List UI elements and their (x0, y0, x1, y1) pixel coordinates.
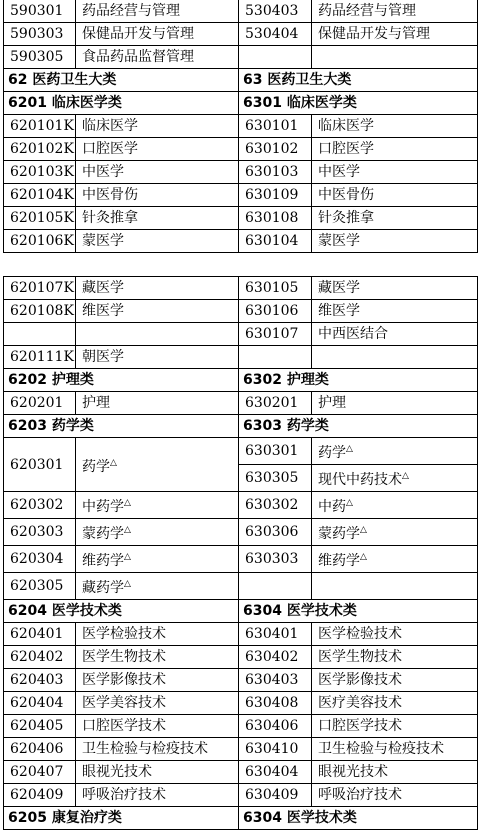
cell-text: 现代中药技术 (318, 472, 402, 488)
cell-text: 630409 (245, 787, 299, 803)
cell-text: 6304 医学技术类 (243, 810, 357, 826)
table-row (4, 46, 478, 69)
table-row (4, 161, 478, 184)
cell-text: 620403 (10, 672, 64, 688)
major-code-cell (239, 0, 312, 23)
table-row (4, 546, 478, 573)
major-code-cell (239, 465, 312, 492)
cell-text: 630306 (245, 524, 299, 540)
category-header-right (239, 369, 478, 392)
table-row (4, 715, 478, 738)
major-name-cell (76, 546, 239, 573)
cell-text: 630302 (245, 497, 299, 513)
cell-text: 口腔医学 (318, 141, 374, 157)
cell-text: 630101 (245, 118, 299, 134)
table-row (4, 277, 478, 300)
cell-text: 藏医学 (318, 280, 360, 296)
category-header-row (4, 92, 478, 115)
major-code-cell (239, 438, 312, 465)
cell-text: 620103K (10, 164, 74, 180)
cell-text: 药品经营与管理 (82, 3, 180, 19)
major-code-cell (239, 715, 312, 738)
major-name-cell (76, 300, 239, 323)
major-code-cell (4, 207, 76, 230)
major-code-cell (4, 23, 76, 46)
cell-text: 590301 (10, 3, 64, 19)
major-code-cell (4, 738, 76, 761)
cell-text: 卫生检验与检疫技术 (82, 741, 208, 757)
major-code-cell (239, 323, 312, 346)
major-name-cell (76, 0, 239, 23)
cell-text: 朝医学 (82, 349, 124, 365)
table-row (4, 184, 478, 207)
major-name-cell (76, 115, 239, 138)
cell-text: 630401 (245, 626, 299, 642)
cell-text: 620402 (10, 649, 64, 665)
cell-text: 中医骨伤 (318, 187, 374, 203)
cell-text: 药学 (82, 458, 110, 475)
triangle-mark: △ (124, 498, 131, 508)
major-name-cell (76, 230, 239, 253)
cell-text: 590305 (10, 49, 64, 65)
major-code-cell (4, 573, 76, 600)
cell-text: 保健品开发与管理 (318, 26, 430, 42)
catalog-table-bottom (3, 276, 478, 830)
cell-text: 食品药品监督管理 (82, 49, 194, 65)
major-code-cell (4, 161, 76, 184)
major-name-cell (76, 715, 239, 738)
table-row (4, 738, 478, 761)
cell-text: 6204 医学技术类 (8, 603, 122, 619)
major-name-cell (312, 784, 478, 807)
cell-text: 中医学 (82, 164, 124, 180)
major-code-cell (4, 784, 76, 807)
major-name-cell (312, 184, 478, 207)
cell-text: 530403 (245, 3, 299, 19)
cell-text: 藏医学 (82, 280, 124, 296)
major-code-cell (4, 0, 76, 23)
major-code-cell (239, 115, 312, 138)
major-name-cell (312, 692, 478, 715)
major-name-cell (76, 692, 239, 715)
major-name-cell (312, 646, 478, 669)
major-code-cell (239, 23, 312, 46)
cell-text: 620101K (10, 118, 74, 134)
major-name-cell (312, 392, 478, 415)
major-name-cell (76, 492, 239, 519)
cell-text: 620302 (10, 497, 64, 513)
cell-text: 药品经营与管理 (318, 3, 416, 19)
cell-text: 6203 药学类 (8, 418, 94, 434)
major-name-cell (76, 519, 239, 546)
category-header-row (4, 69, 478, 92)
major-code-cell (239, 492, 312, 519)
major-name-cell (76, 323, 239, 346)
cell-text: 630303 (245, 551, 299, 567)
table-row (4, 207, 478, 230)
major-name-cell (312, 738, 478, 761)
major-name-cell (76, 184, 239, 207)
cell-text: 620104K (10, 187, 74, 203)
cell-text: 中药学 (82, 499, 124, 515)
major-code-cell (239, 519, 312, 546)
major-code-cell (239, 738, 312, 761)
major-name-cell (312, 623, 478, 646)
cell-text: 医学生物技术 (82, 649, 166, 665)
cell-text: 620108K (10, 303, 74, 319)
major-code-cell (4, 646, 76, 669)
major-name-cell (76, 277, 239, 300)
major-code-cell (4, 184, 76, 207)
major-name-cell (312, 46, 478, 69)
cell-text: 630107 (245, 326, 299, 342)
category-header-right (239, 92, 478, 115)
category-header-right (239, 807, 478, 830)
major-code-cell (4, 761, 76, 784)
major-code-cell (4, 115, 76, 138)
cell-text: 维药学 (82, 553, 124, 569)
table-row (4, 230, 478, 253)
cell-text: 630404 (245, 764, 299, 780)
table-row (4, 438, 478, 465)
major-code-cell (4, 492, 76, 519)
cell-text: 530404 (245, 26, 299, 42)
table-row (4, 669, 478, 692)
triangle-mark: △ (360, 552, 367, 562)
catalog-table-top (3, 0, 478, 253)
cell-text: 630108 (245, 210, 299, 226)
major-code-cell (239, 646, 312, 669)
cell-text: 630103 (245, 164, 299, 180)
major-name-cell (312, 492, 478, 519)
cell-text: 口腔医学技术 (82, 718, 166, 734)
major-name-cell (312, 277, 478, 300)
triangle-mark: △ (402, 471, 409, 481)
cell-text: 护理 (318, 395, 346, 411)
category-header-left (4, 807, 239, 830)
cell-text: 呼吸治疗技术 (318, 787, 402, 803)
cell-text: 630402 (245, 649, 299, 665)
cell-text: 630106 (245, 303, 299, 319)
major-code-cell (239, 207, 312, 230)
cell-text: 630109 (245, 187, 299, 203)
cell-text: 维医学 (318, 303, 360, 319)
cell-text: 针灸推拿 (82, 210, 138, 226)
triangle-mark: △ (346, 444, 353, 454)
cell-text: 620401 (10, 626, 64, 642)
cell-text: 630201 (245, 395, 299, 411)
cell-text: 630305 (245, 470, 299, 486)
major-code-cell (239, 161, 312, 184)
major-code-cell (239, 669, 312, 692)
cell-text: 620107K (10, 280, 74, 296)
category-header-right (239, 69, 478, 92)
major-name-cell (76, 646, 239, 669)
major-name-cell (312, 346, 478, 369)
cell-text: 临床医学 (82, 118, 138, 134)
table-row (4, 115, 478, 138)
major-code-cell (239, 392, 312, 415)
major-code-cell (239, 277, 312, 300)
major-name-cell (76, 784, 239, 807)
major-name-cell (312, 323, 478, 346)
major-code-cell (4, 692, 76, 715)
cell-text: 6304 医学技术类 (243, 603, 357, 619)
cell-text: 蒙药学 (82, 526, 124, 542)
category-header-right (239, 415, 478, 438)
cell-text: 中药 (318, 499, 346, 515)
cell-text: 620406 (10, 741, 64, 757)
cell-text: 630102 (245, 141, 299, 157)
major-code-cell (4, 138, 76, 161)
major-code-cell (4, 230, 76, 253)
major-code-cell (4, 438, 76, 492)
cell-text: 蒙药学 (318, 526, 360, 542)
cell-text: 针灸推拿 (318, 210, 374, 226)
cell-text: 620111K (10, 349, 74, 365)
major-name-cell (76, 207, 239, 230)
cell-text: 维医学 (82, 303, 124, 319)
table-row (4, 0, 478, 23)
cell-text: 保健品开发与管理 (82, 26, 194, 42)
triangle-mark: △ (124, 552, 131, 562)
cell-text: 卫生检验与检疫技术 (318, 741, 444, 757)
category-header-row (4, 600, 478, 623)
major-code-cell (239, 761, 312, 784)
major-name-cell (312, 23, 478, 46)
cell-text: 蒙医学 (318, 233, 360, 249)
major-code-cell (239, 46, 312, 69)
major-name-cell (312, 761, 478, 784)
cell-text: 620304 (10, 551, 64, 567)
cell-text: 6205 康复治疗类 (8, 810, 122, 826)
cell-text: 中医学 (318, 164, 360, 180)
cell-text: 620409 (10, 787, 64, 803)
category-header-left (4, 69, 239, 92)
major-code-cell (4, 300, 76, 323)
major-name-cell (312, 546, 478, 573)
cell-text: 620106K (10, 233, 74, 249)
cell-text: 眼视光技术 (318, 764, 388, 780)
cell-text: 620407 (10, 764, 64, 780)
major-code-cell (4, 623, 76, 646)
cell-text: 620102K (10, 141, 74, 157)
major-code-cell (239, 573, 312, 600)
cell-text: 医学影像技术 (318, 672, 402, 688)
cell-text: 临床医学 (318, 118, 374, 134)
cell-text: 630408 (245, 695, 299, 711)
major-name-cell (312, 115, 478, 138)
table-row (4, 519, 478, 546)
major-name-cell (76, 138, 239, 161)
table-row (4, 692, 478, 715)
major-name-cell (76, 438, 239, 492)
major-name-cell (312, 715, 478, 738)
category-header-left (4, 369, 239, 392)
major-name-cell (312, 519, 478, 546)
cell-text: 6301 临床医学类 (243, 95, 357, 111)
major-code-cell (239, 692, 312, 715)
major-name-cell (312, 465, 478, 492)
cell-text: 630104 (245, 233, 299, 249)
major-code-cell (239, 184, 312, 207)
cell-text: 医疗美容技术 (318, 695, 402, 711)
major-code-cell (239, 346, 312, 369)
cell-text: 620105K (10, 210, 74, 226)
major-name-cell (76, 738, 239, 761)
cell-text: 630406 (245, 718, 299, 734)
category-header-row (4, 369, 478, 392)
major-name-cell (76, 346, 239, 369)
cell-text: 630105 (245, 280, 299, 296)
major-name-cell (312, 230, 478, 253)
major-name-cell (312, 161, 478, 184)
table-row (4, 23, 478, 46)
major-code-cell (239, 784, 312, 807)
cell-text: 医学生物技术 (318, 649, 402, 665)
cell-text: 医学影像技术 (82, 672, 166, 688)
table-row (4, 138, 478, 161)
major-name-cell (312, 300, 478, 323)
cell-text: 620405 (10, 718, 64, 734)
major-name-cell (76, 761, 239, 784)
cell-text: 口腔医学 (82, 141, 138, 157)
cell-text: 590303 (10, 26, 64, 42)
triangle-mark: △ (360, 525, 367, 535)
cell-text: 口腔医学技术 (318, 718, 402, 734)
cell-text: 眼视光技术 (82, 764, 152, 780)
table-row (4, 392, 478, 415)
triangle-mark: △ (124, 525, 131, 535)
major-name-cell (312, 207, 478, 230)
major-code-cell (4, 519, 76, 546)
category-header-left (4, 415, 239, 438)
major-name-cell (76, 623, 239, 646)
cell-text: 护理 (82, 395, 110, 411)
cell-text: 6303 药学类 (243, 418, 329, 434)
table-row (4, 646, 478, 669)
cell-text: 维药学 (318, 553, 360, 569)
cell-text: 6201 临床医学类 (8, 95, 122, 111)
cell-text: 620201 (10, 395, 64, 411)
cell-text: 蒙医学 (82, 233, 124, 249)
table-row (4, 623, 478, 646)
table-row (4, 761, 478, 784)
major-code-cell (4, 669, 76, 692)
major-code-cell (239, 623, 312, 646)
major-code-cell (4, 46, 76, 69)
major-code-cell (4, 323, 76, 346)
cell-text: 630410 (245, 741, 299, 757)
major-code-cell (4, 277, 76, 300)
cell-text: 620303 (10, 524, 64, 540)
table-row (4, 323, 478, 346)
major-code-cell (239, 138, 312, 161)
triangle-mark: △ (124, 579, 131, 589)
table-row (4, 346, 478, 369)
table-row (4, 784, 478, 807)
table-row (4, 300, 478, 323)
table-row (4, 573, 478, 600)
cell-text: 630403 (245, 672, 299, 688)
category-header-left (4, 92, 239, 115)
catalog-table-bottom-body (4, 277, 478, 830)
cell-text: 中医骨伤 (82, 187, 138, 203)
category-header-right (239, 600, 478, 623)
cell-text: 6302 护理类 (243, 372, 329, 388)
major-name-cell (76, 46, 239, 69)
major-name-cell (312, 573, 478, 600)
cell-text: 6202 护理类 (8, 372, 94, 388)
triangle-mark: △ (110, 457, 117, 468)
cell-text: 医学检验技术 (82, 626, 166, 642)
catalog-table-top-body (4, 0, 478, 253)
major-name-cell (76, 392, 239, 415)
major-code-cell (239, 300, 312, 323)
cell-text: 62 医药卫生大类 (8, 72, 117, 88)
major-code-cell (239, 230, 312, 253)
cell-text: 藏药学 (82, 580, 124, 596)
category-header-left (4, 600, 239, 623)
major-code-cell (4, 392, 76, 415)
cell-text: 中西医结合 (318, 326, 388, 342)
major-name-cell (76, 23, 239, 46)
category-header-row (4, 807, 478, 830)
cell-text: 医学检验技术 (318, 626, 402, 642)
table-row (4, 492, 478, 519)
cell-text: 620301 (10, 456, 64, 473)
cell-text: 620404 (10, 695, 64, 711)
cell-text: 呼吸治疗技术 (82, 787, 166, 803)
cell-text: 药学 (318, 445, 346, 461)
major-name-cell (76, 669, 239, 692)
major-code-cell (4, 715, 76, 738)
cell-text: 63 医药卫生大类 (243, 72, 352, 88)
major-name-cell (312, 0, 478, 23)
major-name-cell (76, 573, 239, 600)
triangle-mark: △ (346, 498, 353, 508)
cell-text: 630301 (245, 443, 299, 459)
cell-text: 620305 (10, 578, 64, 594)
major-name-cell (312, 138, 478, 161)
major-name-cell (312, 669, 478, 692)
category-header-row (4, 415, 478, 438)
cell-text: 医学美容技术 (82, 695, 166, 711)
major-code-cell (4, 546, 76, 573)
major-code-cell (4, 346, 76, 369)
major-name-cell (76, 161, 239, 184)
major-code-cell (239, 546, 312, 573)
major-name-cell (312, 438, 478, 465)
